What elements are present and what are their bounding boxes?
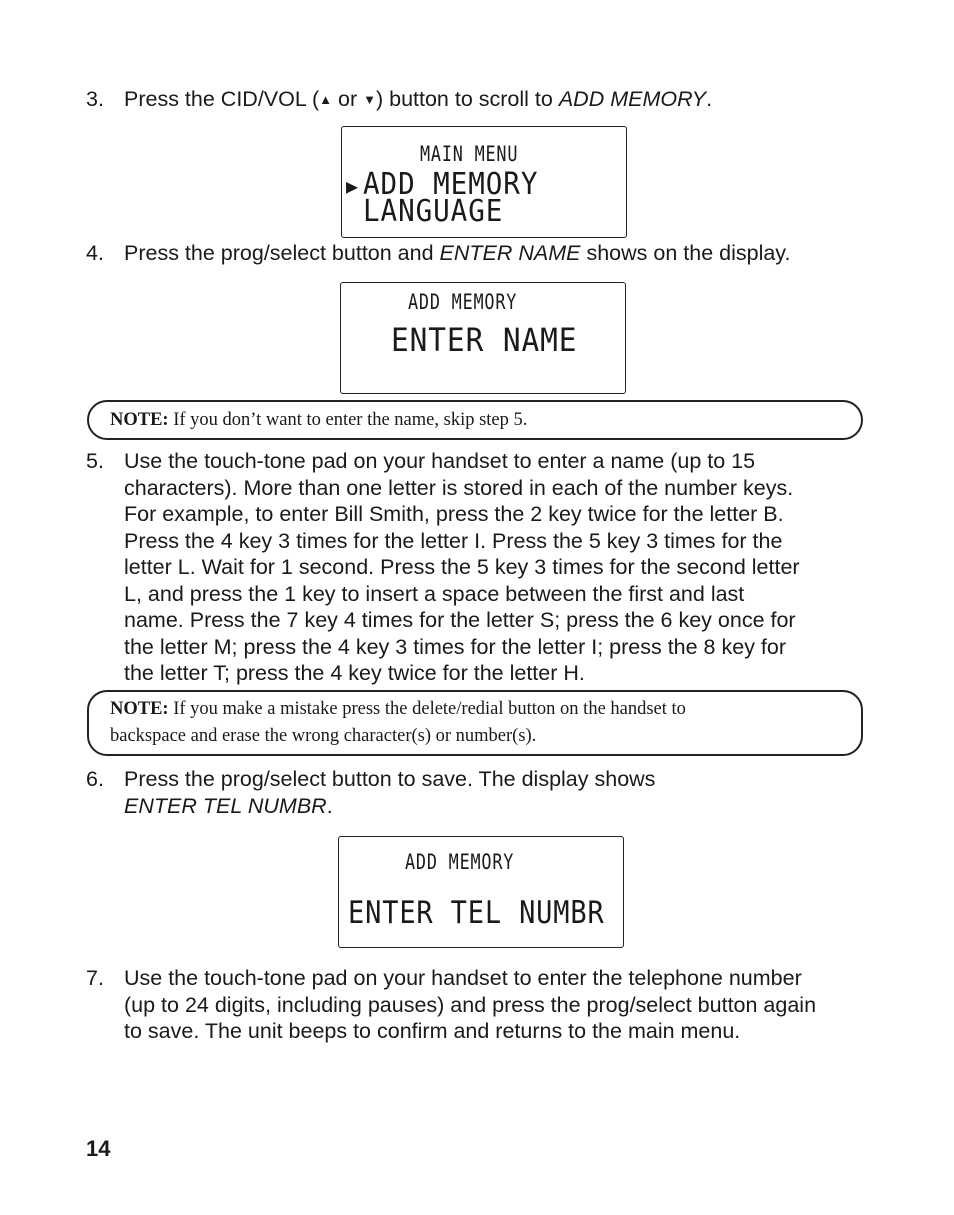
step-number: 6. [86, 767, 104, 791]
note-text: If you make a mistake press the delete/redial button on the handset to [168, 699, 686, 719]
note-box [87, 690, 863, 756]
note-text: backspace and erase the wrong character(s) or number(s). [110, 726, 537, 746]
note-text: If you don’t want to enter the name, skip step 5. [168, 410, 528, 430]
lcd-line-2: ENTER NAME [391, 321, 578, 359]
lcd-display-enter-name [340, 282, 626, 394]
up-arrow-icon: ▲ [319, 92, 333, 107]
lcd-line-2: ADD MEMORY [363, 167, 539, 202]
lcd-line-1: MAIN MENU [420, 142, 519, 166]
cursor-arrow-icon: ▶ [346, 174, 360, 198]
lcd-line-3: LANGUAGE [363, 194, 504, 229]
step-number: 3. [86, 87, 104, 111]
note-label: NOTE: [110, 699, 169, 719]
page-number: 14 [86, 1136, 111, 1161]
lcd-line-1: ADD MEMORY [405, 850, 515, 874]
step-text: Use the touch-tone pad on your handset to enter the telephone number (up to 24 digits, including pauses) and press the prog/select button again to save. The unit beeps to confirm and returns to the main menu. [124, 966, 817, 1043]
step-text: Press the CID/VOL (▲ or ▼) button to scroll to ADD MEMORY. [124, 86, 876, 114]
step-text: Press the prog/select button and ENTER NAME shows on the display. [124, 241, 791, 265]
lcd-display-main-menu [341, 126, 627, 238]
note-box [87, 400, 863, 440]
step-number: 5. [86, 449, 104, 473]
lcd-line-1: ADD MEMORY [408, 290, 518, 314]
step-text: Use the touch-tone pad on your handset to enter a name (up to 15 characters). More than one letter is stored in each of the number keys. For example, to enter Bill Smith, press the 2 key twice for the letter B. Press the 4 key 3 times for the letter I. Press the 5 key 3 times for the letter L. Wait for 1 second. Press the 5 key 3 times for the second letter L, and press the 1 key to insert a space between the first and last name. Press the 7 key 4 times for the letter S; press the 6 key once for the letter M; press the 4 key 3 times for the letter I; press the 8 key for the letter T; press the 4 key twice for the letter H. [124, 449, 800, 685]
lcd-display-enter-tel-numbr [338, 836, 624, 948]
lcd-line-2: ENTER TEL NUMBR [348, 895, 605, 931]
step-number: 7. [86, 966, 104, 990]
step-number: 4. [86, 241, 104, 265]
note-label: NOTE: [110, 410, 169, 430]
down-arrow-icon: ▼ [363, 92, 376, 107]
step-text: Press the prog/select button to save. The display shows ENTER TEL NUMBR. [124, 767, 656, 818]
